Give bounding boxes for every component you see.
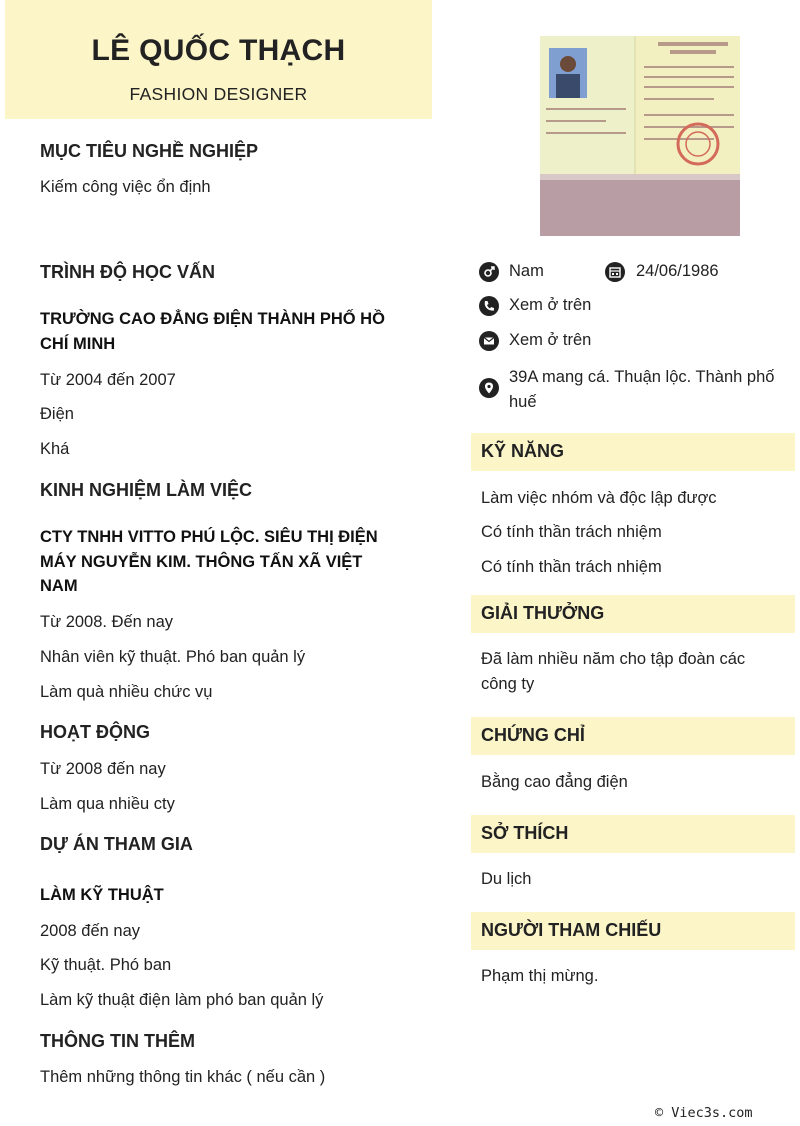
hobbies-heading: SỞ THÍCH: [481, 823, 569, 843]
experience-period: Từ 2008. Đến nay: [40, 613, 174, 631]
header-box: [5, 0, 432, 119]
awards-section-bar: [471, 595, 795, 633]
projects-heading: DỰ ÁN THAM GIA: [40, 834, 193, 854]
education-period: Từ 2004 đến 2007: [40, 371, 176, 389]
activities-heading: HOẠT ĐỘNG: [40, 722, 150, 742]
email-icon: [479, 331, 499, 351]
profile-photo: [540, 36, 740, 236]
phone-icon: [479, 296, 499, 316]
certificates-text: Bằng cao đẳng điện: [481, 773, 628, 791]
email-value: Xem ở trên: [509, 331, 592, 349]
education-major: Điện: [40, 405, 74, 423]
address-value: 39A mang cá. Thuận lộc. Thành phố huế: [509, 368, 775, 411]
phone-value: Xem ở trên: [509, 296, 592, 314]
certificates-section-bar: [471, 717, 795, 755]
project-role: Kỹ thuật. Phó ban: [40, 956, 172, 974]
objective-heading: MỤC TIÊU NGHỀ NGHIỆP: [40, 141, 259, 161]
education-grade: Khá: [40, 440, 70, 458]
calendar-icon: [605, 262, 625, 282]
skill-item: Có tính thần trách nhiệm: [481, 558, 662, 576]
skill-item: Có tính thần trách nhiệm: [481, 523, 662, 541]
skills-section-bar: [471, 433, 795, 471]
awards-heading: GIẢI THƯỞNG: [481, 603, 605, 623]
skills-heading: KỸ NĂNG: [481, 441, 565, 461]
footer-copyright: © Viec3s.com: [655, 1105, 753, 1121]
activities-description: Làm qua nhiều cty: [40, 795, 175, 813]
extra-heading: THÔNG TIN THÊM: [40, 1031, 195, 1051]
project-name: LÀM KỸ THUẬT: [40, 886, 164, 904]
hobbies-section-bar: [471, 815, 795, 853]
birthdate-value: 24/06/1986: [636, 262, 719, 280]
references-section-bar: [471, 912, 795, 950]
references-heading: NGƯỜI THAM CHIẾU: [481, 920, 662, 940]
awards-text: Đã làm nhiều năm cho tập đoàn các công ty: [481, 650, 746, 693]
experience-position: Nhân viên kỹ thuật. Phó ban quản lý: [40, 648, 306, 666]
school-name: TRƯỜNG CAO ĐẲNG ĐIỆN THÀNH PHỐ HỒ CHÍ MINH: [40, 310, 385, 353]
gender-icon: [479, 262, 499, 282]
project-period: 2008 đến nay: [40, 922, 141, 940]
location-icon: [479, 378, 499, 398]
company-name: CTY TNHH VITTO PHÚ LỘC. SIÊU THỊ ĐIỆN MÁY NGUYỄN KIM. THÔNG TẤN XÃ VIỆT NAM: [40, 528, 378, 595]
extra-text: Thêm những thông tin khác ( nếu cần ): [40, 1068, 326, 1086]
experience-heading: KINH NGHIỆM LÀM VIỆC: [40, 480, 253, 500]
job-title: FASHION DESIGNER: [129, 84, 308, 104]
certificate-photo-image: [540, 36, 740, 236]
project-description: Làm kỹ thuật điện làm phó ban quản lý: [40, 991, 324, 1009]
references-text: Phạm thị mừng.: [481, 967, 599, 985]
gender-value: Nam: [509, 262, 544, 280]
education-heading: TRÌNH ĐỘ HỌC VẤN: [40, 262, 215, 282]
hobbies-text: Du lịch: [481, 870, 532, 888]
activities-period: Từ 2008 đến nay: [40, 760, 166, 778]
certificates-heading: CHỨNG CHỈ: [481, 725, 585, 745]
skill-item: Làm việc nhóm và độc lập được: [481, 489, 717, 507]
experience-description: Làm quà nhiều chức vụ: [40, 683, 213, 701]
objective-text: Kiếm công việc ổn định: [40, 178, 211, 196]
candidate-name: LÊ QUỐC THẠCH: [91, 34, 346, 67]
